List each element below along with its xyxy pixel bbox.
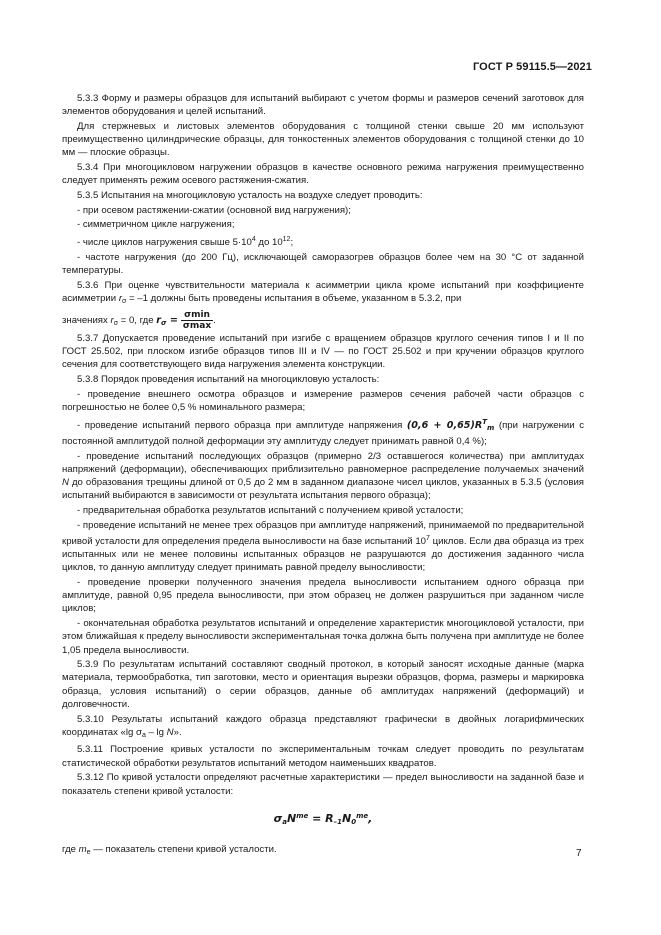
- asymmetry-formula-line: значениях $r_\sigma = 0$, где $r_\sigma$ = $\frac{\sigma\min}{\sigma\max}$ .: [62, 309, 216, 331]
- clause-5-3-6: 5.3.6 При оценке чувствительности материала к асимметрии цикла кроме испытаний при коэффициенте асимметрии $r_\sigma = -1$ должны быть проведены испытания в объеме, указанном в 5.3.2, при: [62, 279, 584, 305]
- clause-5-3-5: 5.3.5 Испытания на многоцикловую усталость на воздухе следует проводить:: [77, 189, 423, 201]
- asymmetry-formula: $r_\sigma$ =: [156, 314, 178, 327]
- list-item: - проведение испытаний последующих образцов (примерно 2/3 оставшегося количества) при амплитудах напряжений (деформации), обеспечивающих приблизительно равномерное распределение получаемых значений N до образования трещины длиной от 0,5 до 2 мм в заданном диапазоне чисел циклов, указанных в 5.3.5 (условия испытаний выбираются в зависимости от результата испытания первого образца);: [62, 450, 584, 502]
- list-item: - частоте нагружения (до 200 Гц), исключающей саморазогрев образцов более чем на 30 °С от заданной температуры.: [62, 251, 584, 276]
- list-item: - проведение испытаний не менее трех образцов при амплитуде напряжений, принимаемой по предварительной кривой усталости для определения предела выносливости на базе испытаний $10^7$ циклов. Если два образца из трех испытанных или не менее половины испытанных образцов не разрушаются до достижения заданного числа циклов, то данную амплитуду следует принимать равной пределу выносливости;: [62, 519, 584, 574]
- paragraph: Для стержневых и листовых элементов оборудования с толщиной стенки свыше 20 мм используют преимущественно цилиндрические образцы, для тонкостенных элементов оборудования с толщиной стенки до 10 мм — плоские образцы.: [62, 120, 584, 159]
- stress-amplitude-formula: $(0,6 + 0,65)R^T_m$: [406, 417, 495, 432]
- page-number: 7: [576, 848, 582, 859]
- fatigue-curve-formula: $\sigma_aN^{me} = R_{-1}N_0^{me}$,: [273, 811, 373, 826]
- list-item: - проведение проверки полученного значения предела выносливости испытанием одного образца при амплитуде, равной 0,95 предела выносливости, при этом образец не должен разрушиться при заданном числе циклов;: [62, 577, 584, 615]
- clause-5-3-7: 5.3.7 Допускается проведение испытаний при изгибе с вращением образцов круглого сечения типов I и II по ГОСТ 25.502, при плоском изгибе образцов типов III и IV — по ГОСТ 25.502 и при кручении образцов круглого сечения для соответствующего вида нагружения элемента конструкции.: [62, 333, 584, 371]
- clause-5-3-12: 5.3.12 По кривой усталости определяют расчетные характеристики — предел выносливости на заданной базе и показатель степени кривой усталости:: [62, 772, 584, 797]
- list-item: - числе циклов нагружения свыше $5\cdot 10^4$ до $10^{12}$;: [77, 236, 294, 249]
- clause-5-3-8: 5.3.8 Порядок проведения испытаний на многоцикловую усталость:: [77, 374, 380, 386]
- clause-5-3-3: 5.3.3 Форму и размеры образцов для испытаний выбирают с учетом формы и размеров сечений заготовок для элементов оборудования и целей испытаний.: [62, 93, 584, 118]
- document-body: [62, 92, 584, 861]
- clause-5-3-10: 5.3.10 Результаты испытаний каждого образца представляют графически в двойных логарифмических координатах «lg $\sigma_a$ – lg N».: [62, 713, 584, 739]
- fraction: $\frac{\sigma\min}{\sigma\max}$: [182, 309, 212, 331]
- clause-5-3-9: 5.3.9 По результатам испытаний составляют сводный протокол, в который заносят исходные данные (марка материала, термообработка, тип заготовки, место и ориентация вырезки образцов, форма, размеры и маркировка образца, условия испытаний) о серии образцов, данные об амплитудах напряжений (деформаций) и долговечности.: [62, 659, 584, 710]
- clause-5-3-11: 5.3.11 Построение кривых усталости по экспериментальным точкам следует проводить по результатам статистической обработки результатов испытаний методом наименьших квадратов.: [62, 744, 584, 769]
- clause-5-3-4: 5.3.4 При многоцикловом нагружении образцов в качестве основного режима нагружения преимущественно следует применять режим осевого растяжения-сжатия.: [62, 162, 584, 187]
- list-item: - при осевом растяжении-сжатии (основной вид нагружения);: [77, 204, 351, 216]
- formula-explanation: где $m_e$ — показатель степени кривой усталости.: [62, 843, 277, 856]
- list-item: - проведение испытаний первого образца при амплитуде напряжения $(0,6 + 0,65)R^T_m$ (при нагружении с постоянной амплитудой полной деформации эту амплитуду следует принимать равной 0,4 %);: [62, 417, 584, 447]
- document-header: ГОСТ Р 59115.5—2021: [472, 61, 592, 73]
- list-item: - симметричном цикле нагружения;: [77, 219, 235, 231]
- list-item: - проведение внешнего осмотра образцов и измерение размеров сечения рабочей части образцов с погрешностью не более 0,5 % номинального размера;: [62, 388, 584, 414]
- list-item: - предварительная обработка результатов испытаний с получением кривой усталости;: [77, 504, 464, 516]
- list-item: - окончательная обработка результатов испытаний и определение характеристик многоцикловой усталости, при этом ближайшая к пределу выносливости экспериментальная точка должна быть получена при амплитуде не более 1,05 предела выносливости.: [62, 618, 584, 656]
